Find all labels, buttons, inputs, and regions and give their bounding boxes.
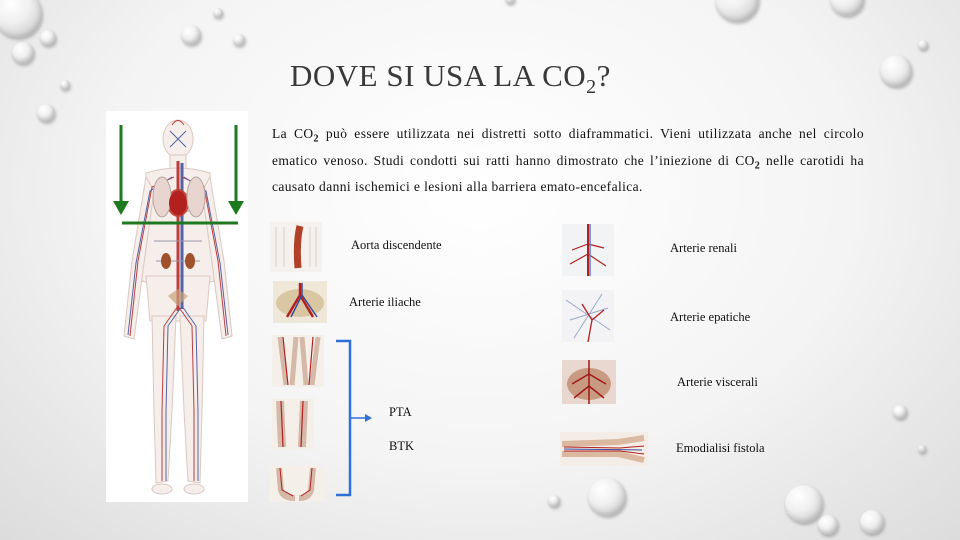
droplet-decoration: [0, 0, 42, 38]
legs-thumbnail-2: [272, 399, 314, 449]
droplet-decoration: [893, 405, 907, 419]
label-arterie-viscerali: Arterie viscerali: [677, 375, 758, 389]
droplet-decoration: [40, 30, 56, 46]
bracket-icon: [330, 338, 374, 502]
hepatic-arteries-thumbnail: [562, 290, 614, 342]
droplet-decoration: [830, 0, 864, 16]
down-arrow-icon: [113, 125, 129, 215]
droplet-decoration: [12, 42, 34, 64]
droplet-decoration: [213, 8, 223, 18]
renal-arteries-thumbnail: [562, 224, 614, 276]
droplet-decoration: [918, 445, 926, 453]
visceral-arteries-thumbnail: [562, 360, 616, 404]
label-pta: PTA: [389, 405, 412, 419]
slide-title: DOVE SI USA LA $CO_2$?: [290, 58, 611, 99]
legs-thumbnail-1: [272, 335, 324, 387]
label-arterie-renali: Arterie renali: [670, 241, 737, 255]
droplet-decoration: [181, 25, 201, 45]
droplet-decoration: [60, 80, 70, 90]
label-emodialisi-fistola: Emodialisi fistola: [676, 441, 765, 455]
droplet-decoration: [860, 510, 884, 534]
dialysis-fistula-thumbnail: [560, 432, 648, 466]
droplet-decoration: [37, 104, 55, 122]
droplet-decoration: [785, 485, 823, 523]
droplet-decoration: [505, 0, 515, 4]
droplet-decoration: [818, 515, 838, 535]
label-arterie-epatiche: Arterie epatiche: [670, 310, 751, 324]
iliac-arteries-thumbnail: [273, 281, 327, 323]
droplet-decoration: [548, 495, 560, 507]
diaphragm-arrows: [110, 125, 250, 230]
feet-thumbnail: [269, 466, 325, 502]
down-arrow-icon: [228, 125, 244, 215]
label-btk: BTK: [389, 439, 414, 453]
droplet-decoration: [233, 34, 245, 46]
aorta-thumbnail: [270, 222, 322, 272]
label-aorta-discendente: Aorta discendente: [351, 238, 442, 252]
droplet-decoration: [715, 0, 759, 22]
intro-paragraph: La $CO_2$ può essere utilizzata nei distretti sotto diaframmatici. Vieni utilizzata anche nel circolo ematico venoso. Studi condotti sui ratti hanno dimostrato che l’iniezione di $CO_2$ nelle carotidi ha causato danni ischemici e lesioni alla barriera emato-encefalica.: [272, 126, 864, 195]
droplet-decoration: [880, 55, 912, 87]
droplet-decoration: [918, 40, 928, 50]
arrow-icon: [350, 414, 372, 422]
label-arterie-iliache: Arterie iliache: [349, 295, 421, 309]
droplet-decoration: [588, 478, 626, 516]
